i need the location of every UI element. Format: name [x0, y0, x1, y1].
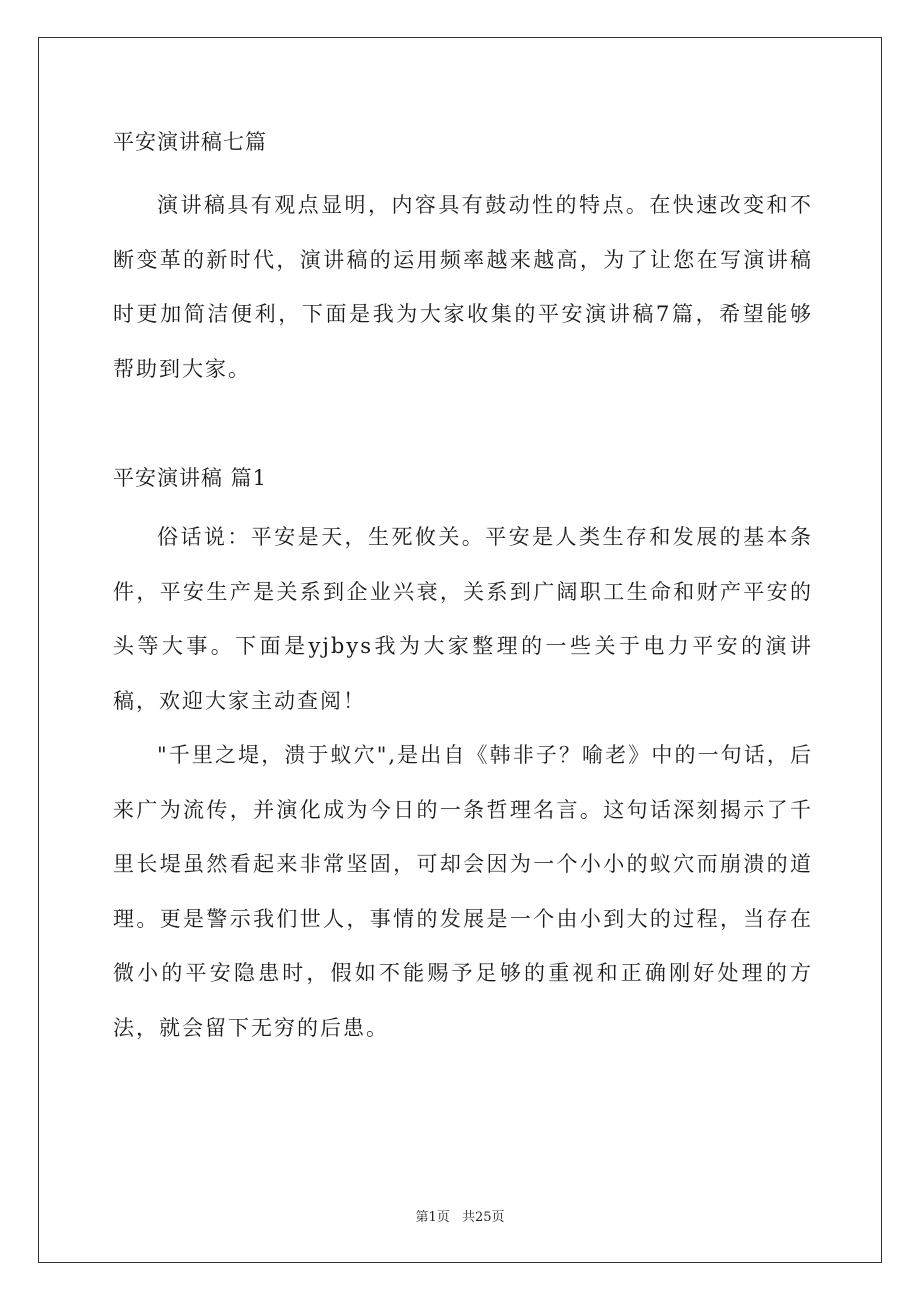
page-total: 共25页: [461, 1210, 505, 1225]
page-footer: [0, 1206, 920, 1225]
page-number: 第1页: [415, 1210, 450, 1225]
body-paragraph-1: 俗话说：平安是天，生死攸关。平安是人类生存和发展的基本条件，平安生产是关系到企业兴衰，关系到广阔职工生命和财产平安的头等大事。下面是yjbys我为大家整理的一些关于电力平安的演讲稿，欢迎大家主动查阅！: [113, 525, 813, 713]
section-title: 平安演讲稿 篇1: [113, 466, 268, 490]
document-body: [113, 120, 813, 1055]
intro-paragraph: 演讲稿具有观点显明，内容具有鼓动性的特点。在快速改变和不断变革的新时代，演讲稿的运用频率越来越高，为了让您在写演讲稿时更加简洁便利，下面是我为大家收集的平安演讲稿7篇，希望能够帮助到大家。: [113, 193, 813, 381]
document-title: 平安演讲稿七篇: [113, 130, 267, 154]
body-paragraph-2: "千里之堤，溃于蚁穴",是出自《韩非子？喻老》中的一句话，后来广为流传，并演化成为今日的一条哲理名言。这句话深刻揭示了千里长堤虽然看起来非常坚固，可却会因为一个小小的蚁穴而崩溃的道理。更是警示我们世人，事情的发展是一个由小到大的过程，当存在微小的平安隐患时，假如不能赐予足够的重视和正确刚好处理的方法，就会留下无穷的后患。: [113, 743, 813, 1040]
